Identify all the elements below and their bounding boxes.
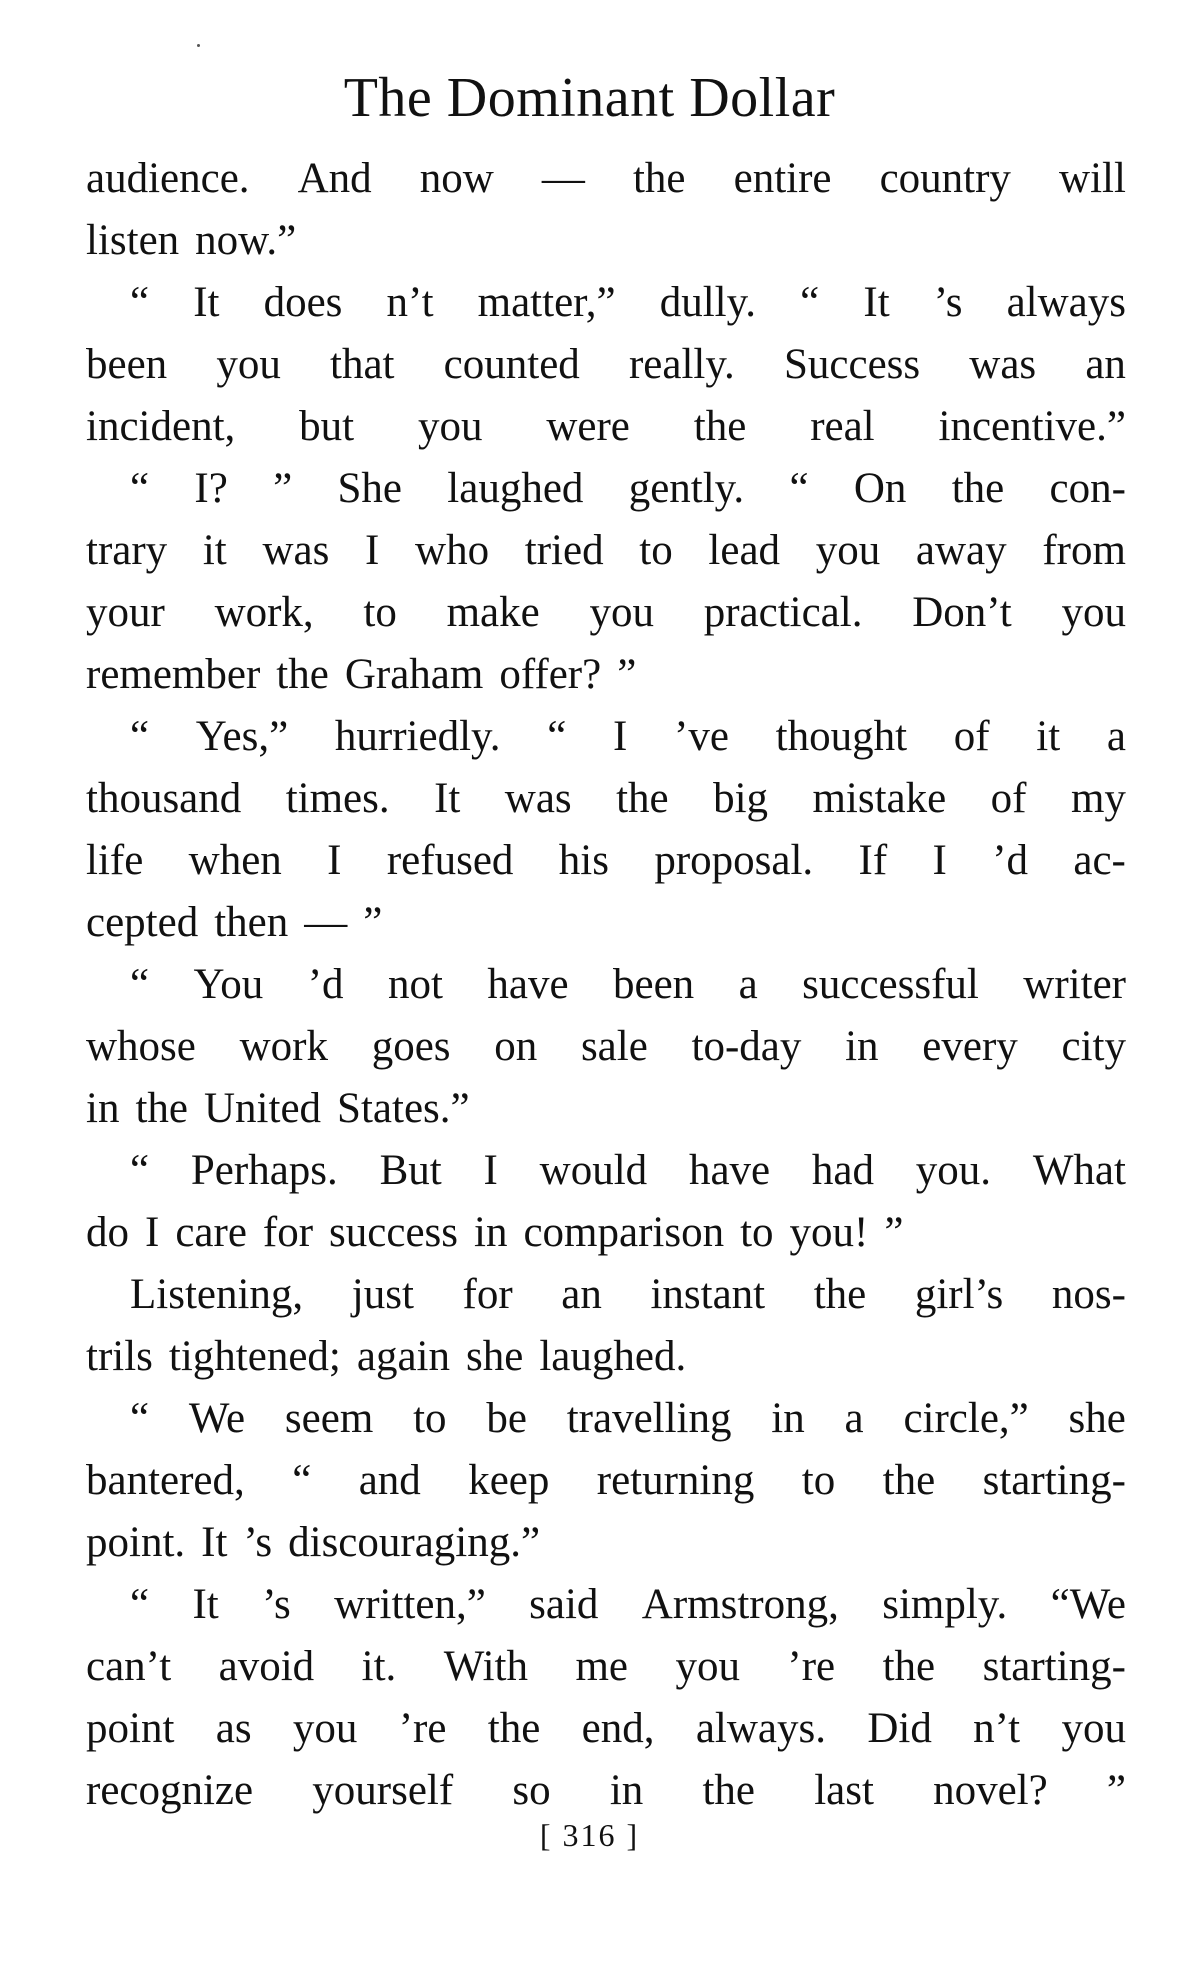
paper-speck bbox=[197, 44, 200, 47]
text-line: incident, but you were the real incentive.” bbox=[86, 403, 1126, 450]
page-number: [ 316 ] bbox=[539, 1817, 640, 1853]
text-line: listen now.” bbox=[86, 217, 297, 264]
text-line: in the United States.” bbox=[86, 1085, 470, 1132]
text-line: been you that counted really. Success was an bbox=[86, 341, 1126, 388]
text-line: bantered, “ and keep returning to the starting- bbox=[86, 1457, 1126, 1504]
text-line: your work, to make you practical. Don’t you bbox=[86, 589, 1126, 636]
text-line: recognize yourself so in the last novel? ” bbox=[86, 1767, 1126, 1814]
text-line: “ It does n’t matter,” dully. “ It ’s always bbox=[130, 279, 1126, 326]
text-line: point as you ’re the end, always. Did n’t you bbox=[86, 1705, 1126, 1752]
text-line: point. It ’s discouraging.” bbox=[86, 1519, 541, 1566]
text-line: “ We seem to be travelling in a circle,” she bbox=[130, 1395, 1126, 1442]
text-line: life when I refused his proposal. If I ’d ac- bbox=[86, 837, 1126, 884]
text-line: trary it was I who tried to lead you away from bbox=[86, 527, 1126, 574]
text-line: “ Perhaps. But I would have had you. What bbox=[130, 1147, 1126, 1194]
text-line: can’t avoid it. With me you ’re the starting- bbox=[86, 1643, 1126, 1690]
text-line: thousand times. It was the big mistake of my bbox=[86, 775, 1126, 822]
text-line: do I care for success in comparison to you! ” bbox=[86, 1209, 904, 1256]
text-line: “ Yes,” hurriedly. “ I ’ve thought of it a bbox=[130, 713, 1126, 760]
text-line: Listening, just for an instant the girl’s nos- bbox=[130, 1271, 1126, 1318]
text-line: “ You ’d not have been a successful writer bbox=[130, 961, 1126, 1008]
text-line: whose work goes on sale to-day in every city bbox=[86, 1023, 1126, 1070]
text-line: remember the Graham offer? ” bbox=[86, 651, 637, 698]
text-line: trils tightened; again she laughed. bbox=[86, 1333, 687, 1380]
text-line: audience. And now — the entire country will bbox=[86, 155, 1126, 202]
text-line: “ It ’s written,” said Armstrong, simply. “We bbox=[130, 1581, 1126, 1628]
text-line: “ I? ” She laughed gently. “ On the con- bbox=[130, 465, 1126, 512]
body-text bbox=[86, 148, 1126, 1822]
running-head: The Dominant Dollar bbox=[343, 67, 836, 129]
text-line: cepted then — ” bbox=[86, 899, 383, 946]
